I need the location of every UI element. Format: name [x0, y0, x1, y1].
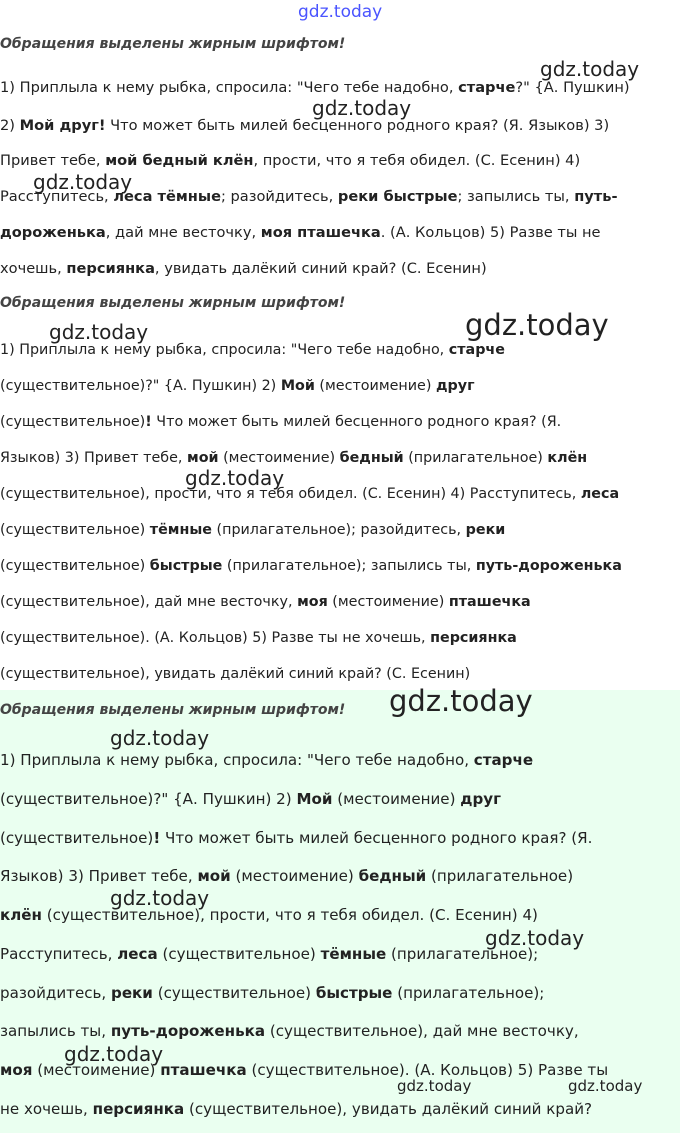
text-run: (прилагательное); разойдитесь, — [211, 522, 466, 538]
text-run: (прилагательное); — [392, 984, 545, 1002]
text-line — [0, 484, 619, 504]
bold-run: леса — [117, 945, 158, 963]
text-line — [0, 116, 609, 136]
watermark: gdz.today — [465, 308, 609, 342]
text-run: (существительное)?" {А. Пушкин) 2) — [0, 790, 297, 808]
text-run: . (А. Кольцов) 5) Разве ты не — [380, 224, 601, 241]
bold-run: пташечка — [160, 1061, 247, 1079]
bold-run: бедный — [358, 867, 427, 885]
text-line — [0, 376, 475, 396]
text-run: (местоимение) — [32, 1061, 161, 1079]
bold-run: тёмные — [149, 522, 212, 538]
bold-run: быстрые — [315, 984, 393, 1002]
bold-run: Мой друг! — [19, 117, 106, 134]
watermark: gdz.today — [185, 466, 285, 490]
bold-run: ! — [153, 829, 161, 847]
text-run: (существительное), увидать далёкий синий край? (С. Есенин) — [0, 666, 471, 682]
watermark: gdz.today — [33, 170, 133, 194]
text-run: (существительное) — [157, 945, 321, 963]
bold-run: леса тёмные — [113, 188, 221, 205]
bold-run: персиянка — [66, 260, 155, 277]
text-line — [0, 628, 517, 648]
bold-run: мой — [187, 450, 219, 466]
text-line — [0, 223, 601, 243]
text-run: (существительное), прости, что я тебя обидел. (С. Есенин) 4) Расступитесь, — [0, 486, 581, 502]
text-line — [0, 151, 580, 171]
text-line — [0, 750, 533, 770]
bold-run: клён — [547, 450, 588, 466]
text-line — [0, 664, 470, 684]
watermark: gdz.today — [298, 2, 383, 22]
text-run: (местоимение) — [327, 594, 449, 610]
text-line — [0, 556, 622, 576]
text-line — [0, 187, 618, 207]
section-heading: Обращения выделены жирным шрифтом! — [0, 36, 346, 52]
text-run: (местоимение) — [332, 790, 461, 808]
watermark: gdz.today — [110, 726, 210, 750]
text-run: Что может быть милей бесценного родного края? (Я. — [160, 829, 593, 847]
text-run: Языков) 3) Привет тебе, — [0, 867, 198, 885]
text-line — [0, 1060, 608, 1080]
bold-run: леса — [580, 486, 620, 502]
watermark: gdz.today — [568, 1077, 643, 1095]
text-line — [0, 340, 505, 360]
watermark: gdz.today — [397, 1077, 472, 1095]
watermark: gdz.today — [312, 96, 412, 120]
text-run: Расступитесь, — [0, 945, 118, 963]
bold-run: бедный — [339, 450, 404, 466]
text-run: Языков) 3) Привет тебе, — [0, 450, 188, 466]
text-run: Привет тебе, — [0, 152, 106, 169]
text-run: , дай мне весточку, — [105, 224, 261, 241]
text-run: ; запылись ты, — [457, 188, 575, 205]
text-line — [0, 1021, 579, 1041]
text-run: (существительное) — [152, 984, 316, 1002]
bold-run: старче — [473, 751, 534, 769]
bold-run: Мой — [280, 378, 315, 394]
text-run: (прилагательное); — [386, 945, 539, 963]
bold-run: персиянка — [92, 1100, 185, 1118]
text-run: не хочешь, — [0, 1100, 93, 1118]
bold-run: Мой — [296, 790, 333, 808]
bold-run: дороженька — [0, 224, 106, 241]
text-run: (существительное), увидать далёкий синий край? — [184, 1100, 593, 1118]
bold-run: реки быстрые — [337, 188, 458, 205]
watermark: gdz.today — [110, 886, 210, 910]
text-run: 1) Приплыла к нему рыбка, спросила: "Чего тебе надобно, — [0, 751, 474, 769]
text-line — [0, 983, 544, 1003]
text-run: (существительное), прости, что я тебя обидел. (С. Есенин) 4) — [41, 906, 538, 924]
text-line — [0, 259, 487, 279]
text-run: (существительное)?" {А. Пушкин) 2) — [0, 378, 281, 394]
text-run: ?" {А. Пушкин) — [515, 79, 630, 96]
bold-run: быстрые — [149, 558, 223, 574]
bold-run: путь-дороженька — [110, 1022, 266, 1040]
text-run: (прилагательное) — [403, 450, 548, 466]
text-run: ; разойдитесь, — [220, 188, 338, 205]
text-line — [0, 592, 531, 612]
bold-run: моя — [297, 594, 328, 610]
bold-run: друг — [460, 790, 501, 808]
text-run: запылись ты, — [0, 1022, 111, 1040]
text-run: (местоимение) — [314, 378, 436, 394]
text-line — [0, 520, 505, 540]
bold-run: клён — [0, 906, 42, 924]
text-line — [0, 412, 561, 432]
bold-run: тёмные — [320, 945, 387, 963]
bold-run: моя пташечка — [260, 224, 381, 241]
text-line — [0, 789, 501, 809]
watermark: gdz.today — [485, 926, 585, 950]
bold-run: мой — [197, 867, 231, 885]
bold-run: друг — [435, 378, 475, 394]
text-line — [0, 828, 592, 848]
text-run: (существительное) — [0, 829, 154, 847]
text-line — [0, 1099, 592, 1119]
text-run: (существительное). (А. Кольцов) 5) Разве ты — [246, 1061, 609, 1079]
text-run: (существительное). (А. Кольцов) 5) Разве ты не хочешь, — [0, 630, 431, 646]
section-heading: Обращения выделены жирным шрифтом! — [0, 295, 346, 311]
text-run: (прилагательное); запылись ты, — [222, 558, 476, 574]
text-run: (существительное) — [0, 558, 150, 574]
bold-run: пташечка — [448, 594, 531, 610]
text-line — [0, 866, 573, 886]
text-line — [0, 905, 538, 925]
bold-run: персиянка — [430, 630, 517, 646]
bold-run: реки — [465, 522, 506, 538]
text-run: (существительное), дай мне весточку, — [0, 594, 298, 610]
watermark: gdz.today — [540, 57, 640, 81]
text-run: (местоимение) — [230, 867, 359, 885]
text-run: 1) Приплыла к нему рыбка, спросила: "Чего тебе надобно, — [0, 342, 449, 358]
bold-run: ! — [145, 414, 152, 430]
text-run: , увидать далёкий синий край? (С. Есенин) — [154, 260, 487, 277]
watermark: gdz.today — [64, 1042, 164, 1066]
text-run: (местоимение) — [218, 450, 340, 466]
watermark: gdz.today — [389, 684, 533, 718]
text-run: , прости, что я тебя обидел. (С. Есенин) 4) — [253, 152, 581, 169]
bold-run: путь- — [574, 188, 618, 205]
bold-run: старче — [448, 342, 505, 358]
text-run: 2) — [0, 117, 20, 134]
text-run: Что может быть милей бесценного родного края? (Я. Языков) 3) — [105, 117, 610, 134]
section-heading: Обращения выделены жирным шрифтом! — [0, 702, 346, 718]
bold-run: старче — [458, 79, 516, 96]
bold-run: реки — [111, 984, 153, 1002]
bold-run: путь-дороженька — [475, 558, 622, 574]
bold-run: мой бедный клён — [105, 152, 254, 169]
text-run: (существительное), дай мне весточку, — [265, 1022, 579, 1040]
text-run: (существительное) — [0, 414, 146, 430]
text-line — [0, 448, 587, 468]
text-run: 1) Приплыла к нему рыбка, спросила: "Чего тебе надобно, — [0, 79, 459, 96]
text-run: Расступитесь, — [0, 188, 114, 205]
text-run: хочешь, — [0, 260, 67, 277]
text-run: (прилагательное) — [426, 867, 574, 885]
text-run: Что может быть милей бесценного родного края? (Я. — [151, 414, 562, 430]
bold-run: моя — [0, 1061, 33, 1079]
watermark: gdz.today — [49, 320, 149, 344]
text-line — [0, 944, 538, 964]
text-run: (существительное) — [0, 522, 150, 538]
text-run: разойдитесь, — [0, 984, 112, 1002]
text-line — [0, 78, 630, 98]
